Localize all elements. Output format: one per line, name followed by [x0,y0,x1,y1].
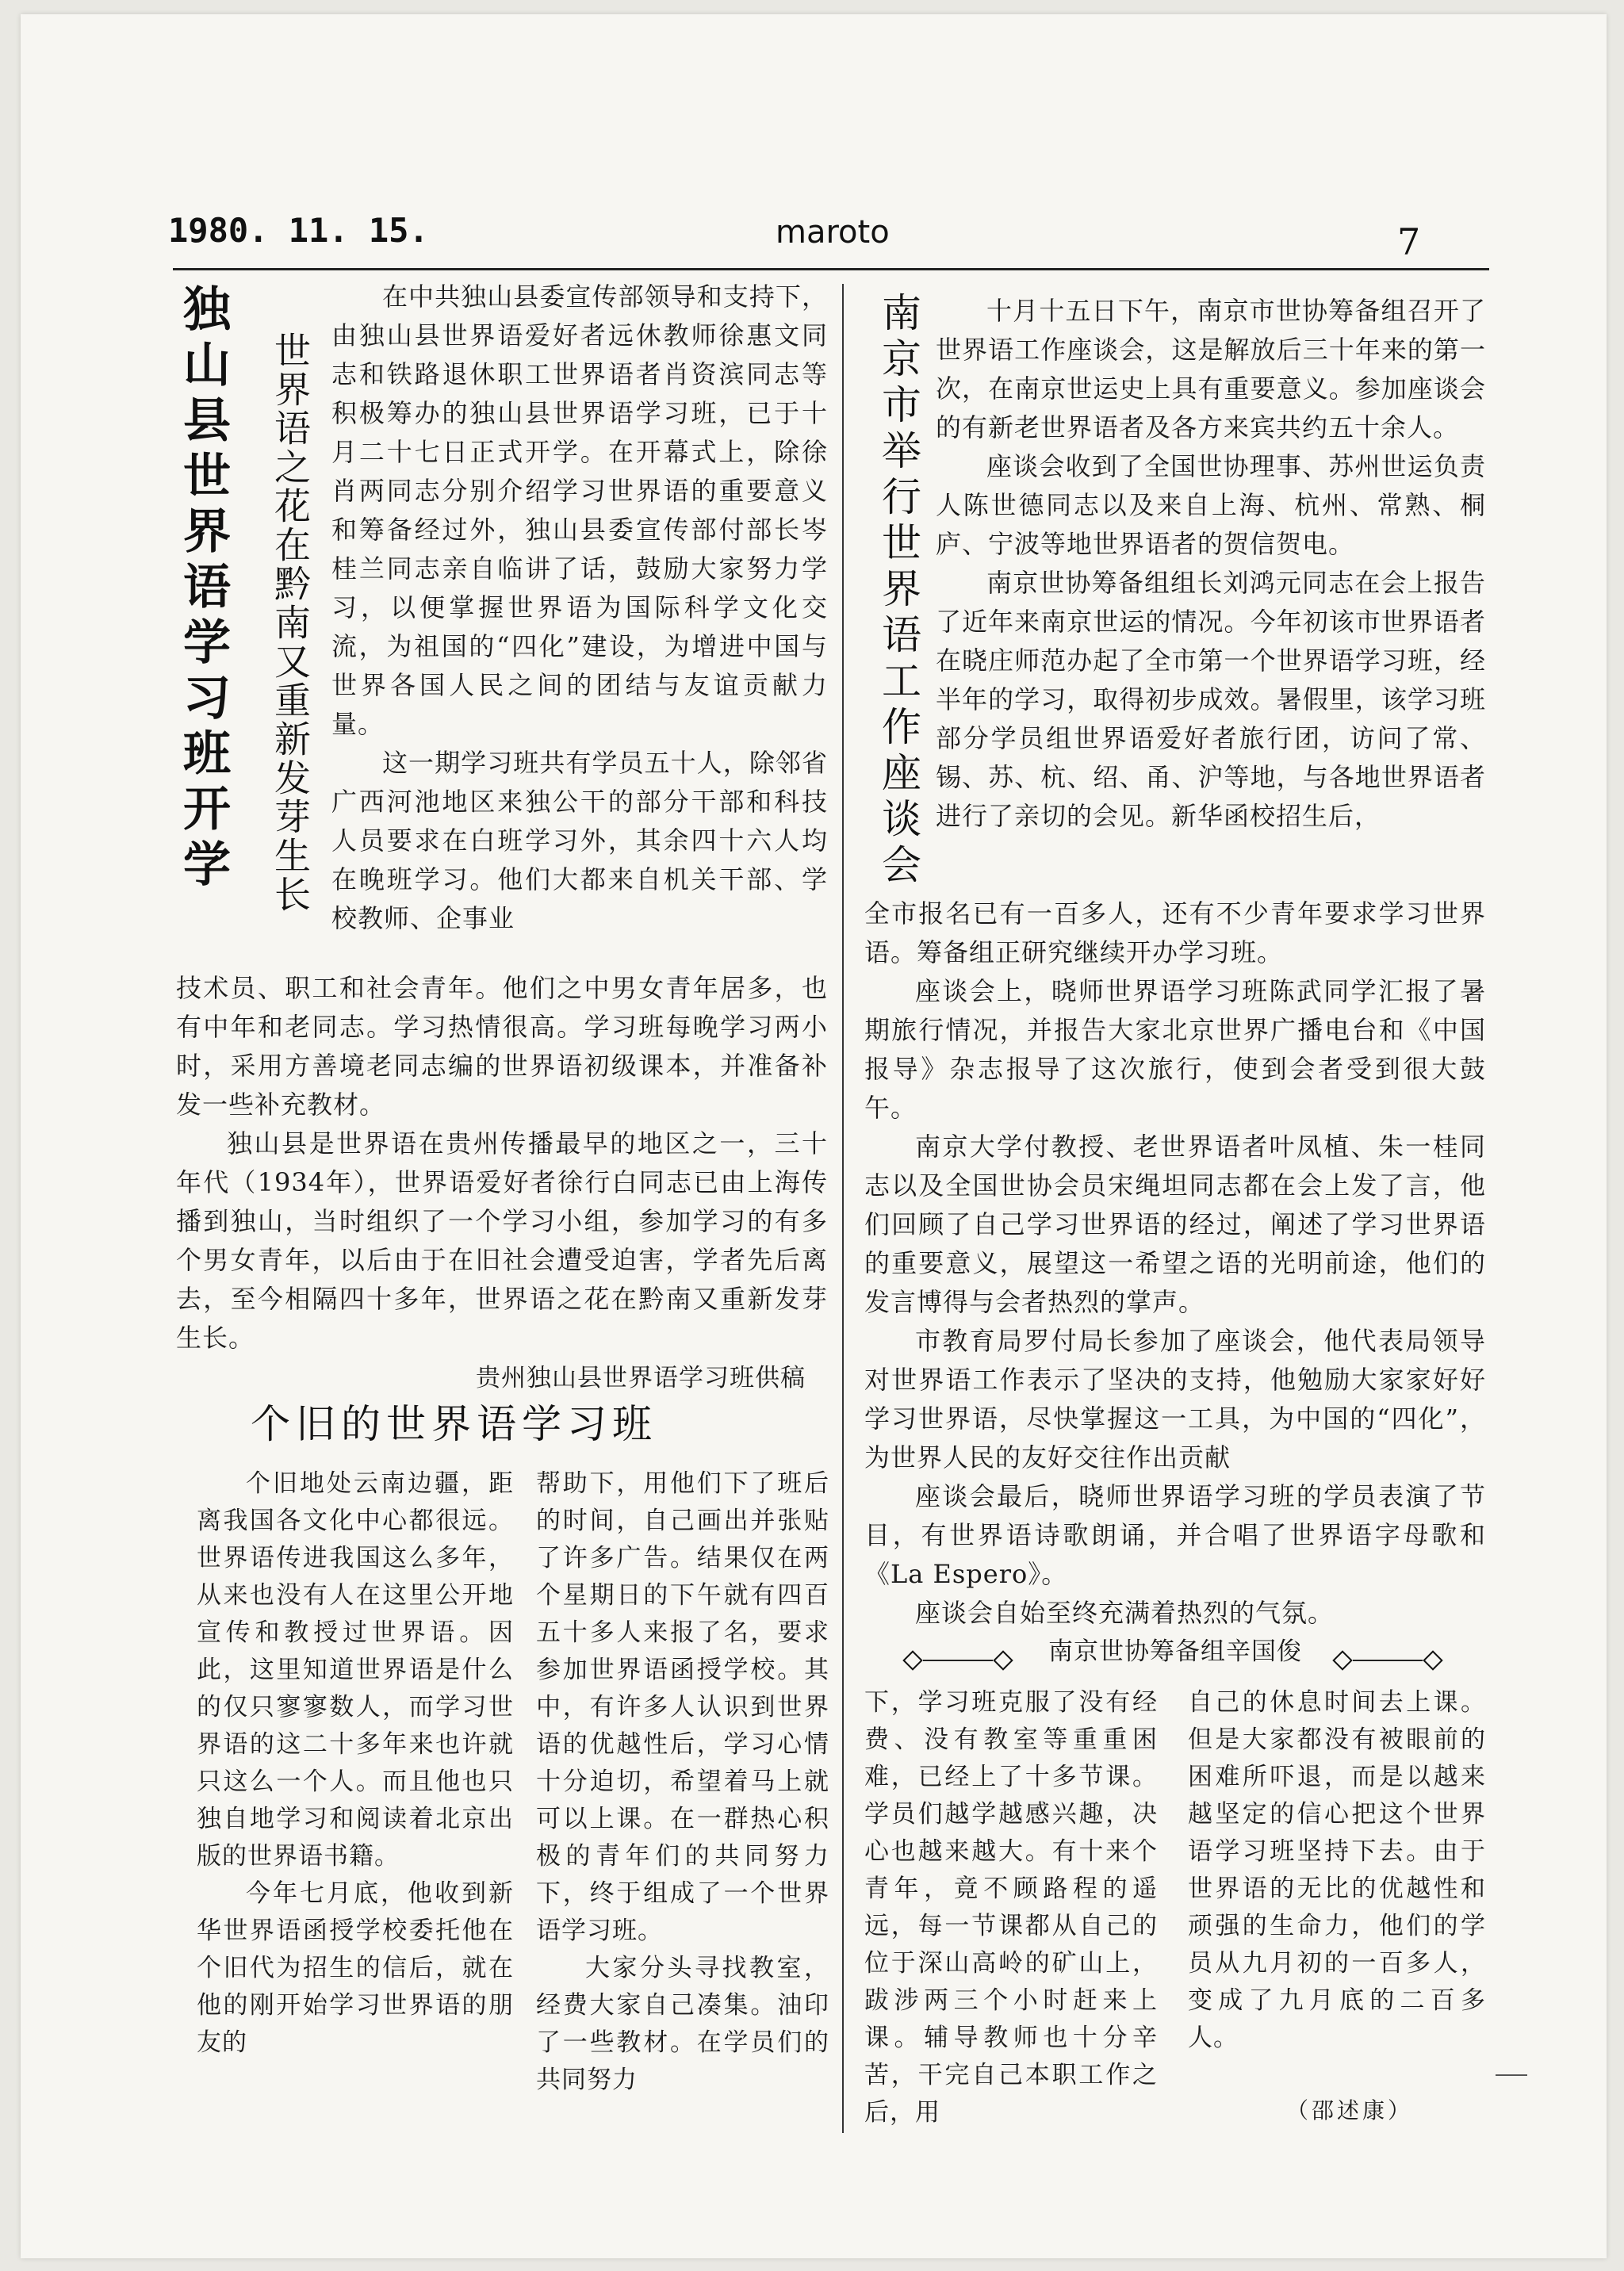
article2-paragraph: 个旧地处云南边疆，距离我国各文化中心都很远。世界语传进我国这么多年，从来也没有人在这里公开地宣传和教授过世界语。因此，这里知道世界语是什么的仅只寥寥数人，而学习世界语的这二十多年来也许就只这么一个人。而且他也只独自地学习和阅读着北京出版的世界语书籍。 [197,1469,514,1871]
article1-paragraph: 这一期学习班共有学员五十人，除邻省广西河池地区来独公干的部分干部和科技人员要求在白班学习外，其余四十六人均在晚班学习。他们大都来自机关干部、学校教师、企事业 [331,748,828,933]
article3-paragraph: 市教育局罗付局长参加了座谈会，他代表局领导对世界语工作表示了坚决的支持，他勉励大家家好好学习世界语，尽快掌握这一工具，为中国的“四化”，为世界人民的友好交往作出贡献 [864,1326,1486,1473]
article3-paragraph: 全市报名已有一百多人，还有不少青年要求学习世界语。筹备组正研究继续开办学习班。 [864,898,1486,967]
ornament-line [1353,1660,1423,1661]
ornament-separator-right [1332,1651,1443,1670]
article3-paragraph: 南京大学付教授、老世界语者叶凤植、朱一桂同志以及全国世协会员宋绳坦同志都在会上发了言，他们回顾了自己学习世界语的经过，阐述了学习世界语的重要意义，展望这一希望之语的光明前途，他们的发言博得与会者热烈的掌声。 [864,1132,1486,1317]
diamond-ornament-icon [1332,1650,1352,1670]
article1-body-narrow [331,278,828,938]
issue-date: 1980. 11. 15. [168,211,429,250]
article3-paragraph: 座谈会收到了全国世协理事、苏州世运负责人陈世德同志以及来自上海、杭州、常熟、桐庐、宁波等地世界语者的贺信贺电。 [936,451,1486,559]
article2-paragraph: 自己的休息时间去上课。但是大家都没有被眼前的困难所吓退，而是以越来越坚定的信心把这个世界语学习班坚持下去。由于世界语的无比的优越性和顽强的生命力，他们的学员从九月初的一百多人，变成了九月底的二百多人。 [1188,1688,1486,2052]
article1-paragraph: 在中共独山县委宣传部领导和支持下，由独山县世界语爱好者远休教师徐惠文同志和铁路退休职工世界语者肖资滨同志等积极筹办的独山县世界语学习班，已于十月二十七日正式开学。在开幕式上，除徐肖两同志分别介绍学习世界语的重要意义和筹备经过外，独山县委宣传部付部长岑桂兰同志亲自临讲了话，鼓励大家努力学习，以便掌握世界语为国际科学文化交流，为祖国的“四化”建设，为增进中国与世界各国人民之间的团结与友谊贡献力量。 [331,281,828,739]
diamond-ornament-icon [902,1650,922,1670]
article3-title: 南京市举行世界语工作座谈会 [875,292,921,890]
diamond-ornament-icon [1423,1650,1442,1670]
article2-column3 [864,1684,1158,2131]
article2-paragraph: 大家分头寻找教室，经费大家自己凑集。油印了一些教材。在学员们的共同努力 [536,1954,829,2094]
ornament-separator-left [902,1651,1013,1670]
article3-body-wide [864,894,1486,1672]
article1-credit: 贵州独山县世界语学习班供稿 [476,1364,806,1392]
ornament-line [923,1660,993,1661]
article3-paragraph: 座谈会最后，晓师世界语学习班的学员表演了节目，有世界语诗歌朗诵，并合唱了世界语字母歌和《La Espero》。 [864,1481,1486,1589]
article2-paragraph: 今年七月底，他收到新华世界语函授学校委托他在个旧代为招生的信后，就在他的刚开始学习世界语的朋友的 [197,1879,514,2057]
header-rule [173,268,1489,270]
article1-body-wide [176,969,828,1398]
article2-paragraph: 下，学习班克服了没有经费、没有教室等重重困难，已经上了十多节课。学员们越学越感兴趣，决心也越来越大。有十来个青年，竟不顾路程的遥远，每一节课都从自己的位于深山高岭的矿山上，跋涉两三个小时赶来上课。辅导教师也十分辛苦，干完自己本职工作之后，用 [864,1688,1158,2127]
bottom-rule-fragment [1496,2074,1527,2076]
column-divider [842,284,844,2133]
article3-paragraph: 座谈会自始至终充满着热烈的气氛。 [915,1598,1335,1628]
publication-name: maroto [776,214,890,251]
article1-paragraph: 技术员、职工和社会青年。他们之中男女青年居多，也有中年和老同志。学习热情很高。学习班每晚学习两小时，采用方善境老同志编的世界语初级课本，并准备补发一些补充教材。 [176,973,828,1120]
article2-column4 [1188,1684,1486,2057]
newsletter-page [21,14,1607,2258]
article2-column1 [197,1465,514,2062]
diamond-ornament-icon [993,1650,1013,1670]
article1-title: 独山县世界语学习班开学 [175,284,231,894]
article1-subtitle: 世界语之花在黔南又重新发芽生长 [269,331,312,914]
article3-paragraph: 座谈会上，晓师世界语学习班陈武同学汇报了暑期旅行情况，并报告大家北京世界广播电台和《中国报导》杂志报导了这次旅行，使到会者受到很大鼓午。 [864,976,1486,1123]
page-number: 7 [1397,220,1421,263]
article2-title: 个旧的世界语学习班 [251,1401,657,1447]
article3-paragraph: 十月十五日下午，南京市世协筹备组召开了世界语工作座谈会，这是解放后三十年来的第一次，在南京世运史上具有重要意义。参加座谈会的有新老世界语者及各方来宾共约五十余人。 [936,296,1486,442]
article2-paragraph: 帮助下，用他们下了班后的时间，自己画出并张贴了许多广告。结果仅在两个星期日的下午就有四百五十多人来报了名，要求参加世界语函授学校。其中，有许多人认识到世界语的优越性后，学习心情十分迫切，希望着马上就可以上课。在一群热心积极的青年们的共同努力下，终于组成了一个世界语学习班。 [536,1469,829,1945]
article3-paragraph: 南京世协筹备组组长刘鸿元同志在会上报告了近年来南京世运的情况。今年初该市世界语者在晓庄师范办起了全市第一个世界语学习班，经半年的学习，取得初步成效。暑假里，该学习班部分学员组世界语爱好者旅行团，访问了常、锡、苏、杭、绍、甬、沪等地，与各地世界语者进行了亲切的会见。新华函校招生后， [936,568,1486,831]
article2-credit: （邵述康） [1286,2097,1414,2124]
article3-body-narrow [936,292,1486,836]
article2-column2 [536,1465,829,2099]
article3-credit: 南京世协筹备组辛国俊 [1048,1637,1302,1666]
article1-paragraph: 独山县是世界语在贵州传播最早的地区之一，三十年代（1934年），世界语爱好者徐行白同志已由上海传播到独山，当时组织了一个学习小组，参加学习的有多个男女青年，以后由于在旧社会遭受迫害，学者先后离去，至今相隔四十多年，世界语之花在黔南又重新发芽生长。 [176,1128,828,1353]
